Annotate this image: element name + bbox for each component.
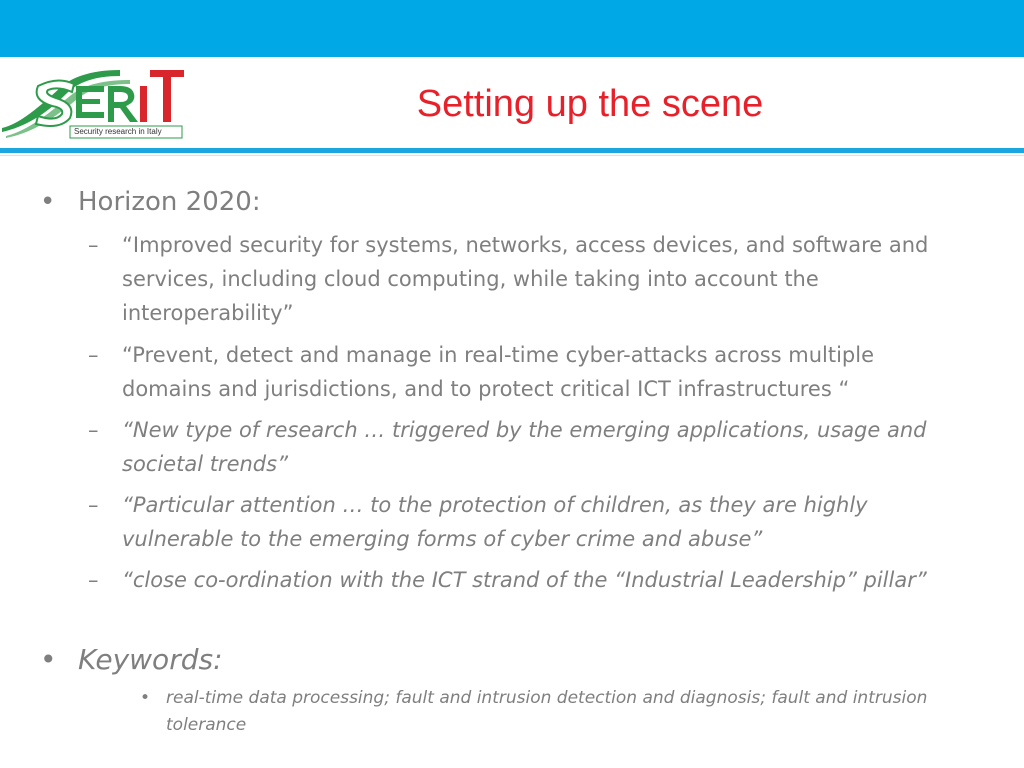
logo-caption: Security research in Italy [74, 127, 162, 136]
subitem-text: “close co-ordination with the ICT strand of the “Industrial Leadership” pillar” [122, 568, 927, 592]
header-divider [0, 148, 1024, 153]
serit-logo [0, 66, 186, 142]
header-divider-thin [0, 155, 1024, 156]
dash-icon: – [88, 493, 99, 517]
dash-icon: – [88, 568, 99, 592]
bullet-icon: • [40, 643, 57, 676]
bullet-label: Horizon 2020: [78, 187, 261, 217]
subitem-text: “New type of research … triggered by the emerging applications, usage and societal trends” [122, 418, 927, 476]
bullet-label: Keywords: [78, 643, 223, 676]
dash-icon: – [88, 233, 99, 257]
bullet-icon: • [140, 688, 151, 708]
top-banner [0, 0, 1024, 57]
keyword-item [140, 685, 940, 739]
subitem [88, 338, 968, 406]
subitem [88, 228, 968, 330]
subitem [88, 488, 968, 556]
subitem-text: “Particular attention … to the protection of children, as they are highly vulnerable to the emerging forms of cyber crime and abuse” [122, 493, 868, 551]
slide-title: Setting up the scene [416, 83, 764, 125]
bullet-icon: • [40, 187, 56, 217]
subitem [88, 563, 968, 597]
subitem [88, 413, 968, 481]
bullet-keywords [40, 640, 223, 680]
dash-icon: – [88, 343, 99, 367]
bullet-horizon-2020 [40, 182, 261, 222]
dash-icon: – [88, 418, 99, 442]
keyword-text: real-time data processing; fault and intrusion detection and diagnosis; fault and intrusion tolerance [166, 688, 928, 735]
subitem-text: “Improved security for systems, networks, access devices, and software and services, including cloud computing, while taking into account the interoperability” [122, 233, 929, 325]
subitem-text: “Prevent, detect and manage in real-time cyber-attacks across multiple domains and jurisdictions, and to protect critical ICT infrastructures “ [122, 343, 875, 401]
